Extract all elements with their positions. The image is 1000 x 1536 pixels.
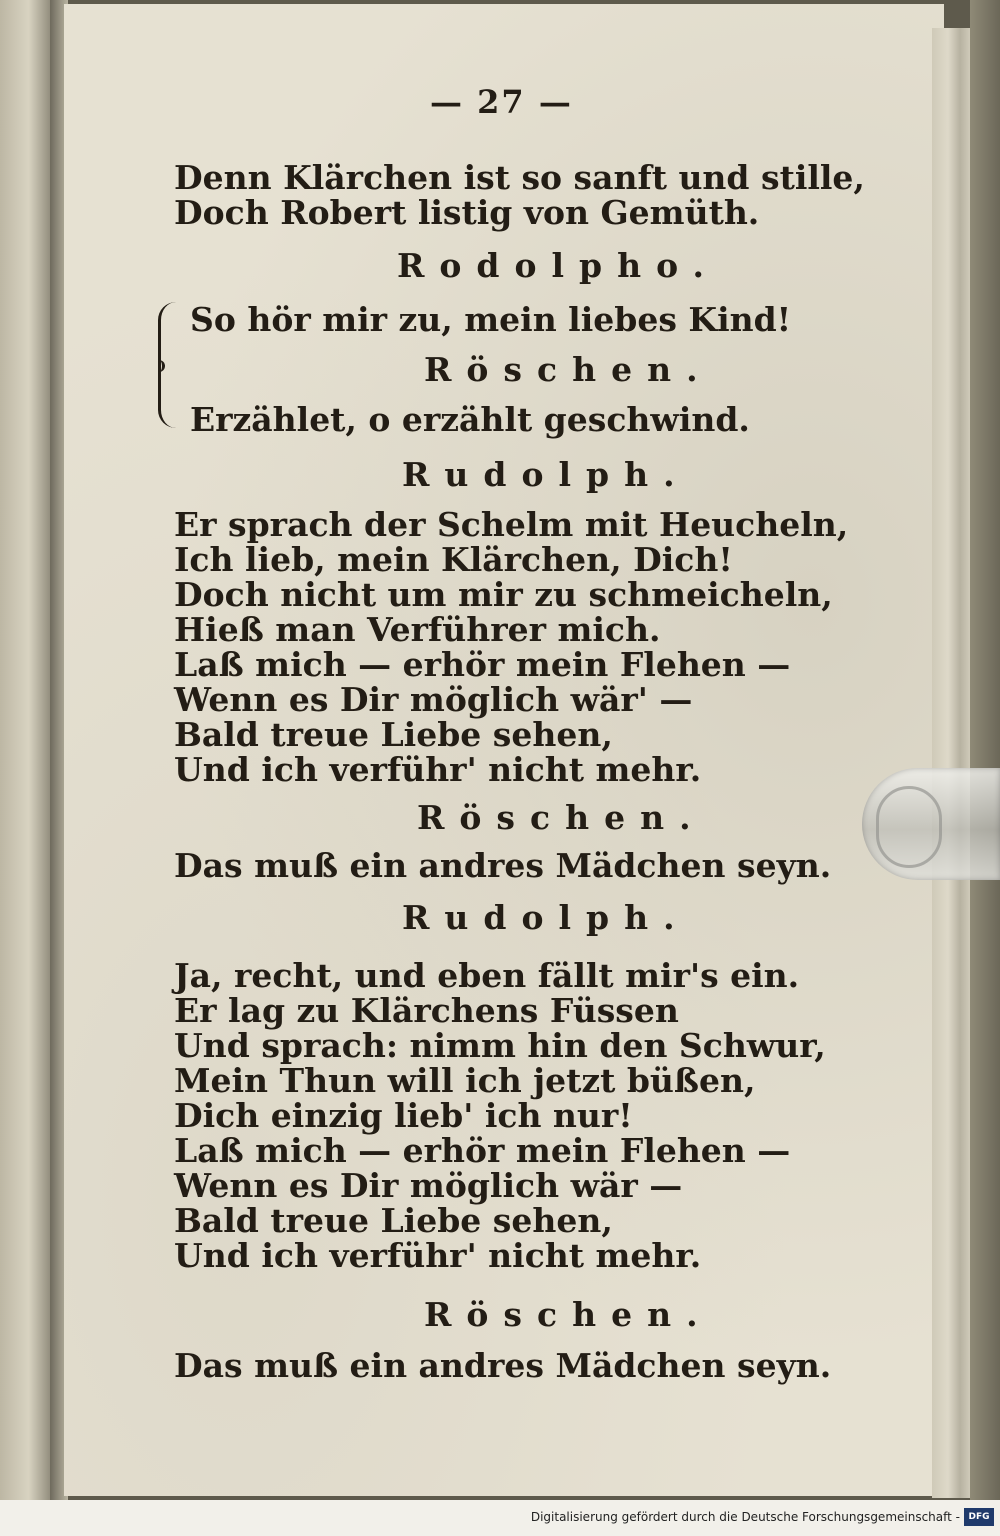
book-cover-edge	[970, 0, 1000, 1500]
footer-bar	[0, 1500, 1000, 1536]
verse-line: Mein Thun will ich jetzt büßen,	[174, 1061, 756, 1100]
verse-line: Ich lieb, mein Klärchen, Dich!	[174, 540, 733, 579]
verse-line: Ja, recht, und eben fällt mir's ein.	[174, 956, 800, 995]
verse-line: Wenn es Dir möglich wär —	[174, 1166, 683, 1205]
verse-line: Laß mich — erhör mein Flehen —	[174, 645, 791, 684]
speaker-heading: Röschen.	[417, 798, 706, 837]
verse-line: Doch nicht um mir zu schmeicheln,	[174, 575, 833, 614]
verse-line: So hör mir zu, mein liebes Kind!	[190, 300, 792, 339]
verse-line: Und ich verführ' nicht mehr.	[174, 1236, 702, 1275]
page-number: — 27 —	[430, 83, 573, 121]
dialogue-brace-tip	[148, 360, 165, 372]
speaker-heading: Rudolph.	[402, 455, 690, 494]
verse-line: Das muß ein andres Mädchen seyn.	[174, 1346, 832, 1385]
verse-line: Dich einzig lieb' ich nur!	[174, 1096, 633, 1135]
verse-line: Wenn es Dir möglich wär' —	[174, 680, 693, 719]
verse-line: Das muß ein andres Mädchen seyn.	[174, 846, 832, 885]
verse-line: Er lag zu Klärchens Füssen	[174, 991, 679, 1030]
funding-credit: Digitalisierung gefördert durch die Deutsche Forschungsgemeinschaft -	[530, 1510, 960, 1524]
verse-line: Doch Robert listig von Gemüth.	[174, 193, 760, 232]
verse-line: Laß mich — erhör mein Flehen —	[174, 1131, 791, 1170]
speaker-heading: Rudolph.	[402, 898, 690, 937]
verse-line: Und ich verführ' nicht mehr.	[174, 750, 702, 789]
verse-line: Erzählet, o erzählt geschwind.	[190, 400, 750, 439]
dfg-logo: DFG	[964, 1508, 994, 1526]
verse-line: Bald treue Liebe sehen,	[174, 1201, 613, 1240]
verse-line: Hieß man Verführer mich.	[174, 610, 661, 649]
speaker-heading: Röschen.	[424, 1295, 713, 1334]
speaker-heading: Röschen.	[424, 350, 713, 389]
verse-line: Und sprach: nimm hin den Schwur,	[174, 1026, 826, 1065]
page-weight-clip-ring	[876, 786, 942, 868]
verse-line: Bald treue Liebe sehen,	[174, 715, 613, 754]
page-stack-edge	[932, 28, 972, 1498]
verse-line: Denn Klärchen ist so sanft und stille,	[174, 158, 865, 197]
previous-page-edge	[0, 0, 52, 1500]
speaker-heading: Rodolpho.	[397, 246, 720, 285]
verse-line: Er sprach der Schelm mit Heucheln,	[174, 505, 849, 544]
